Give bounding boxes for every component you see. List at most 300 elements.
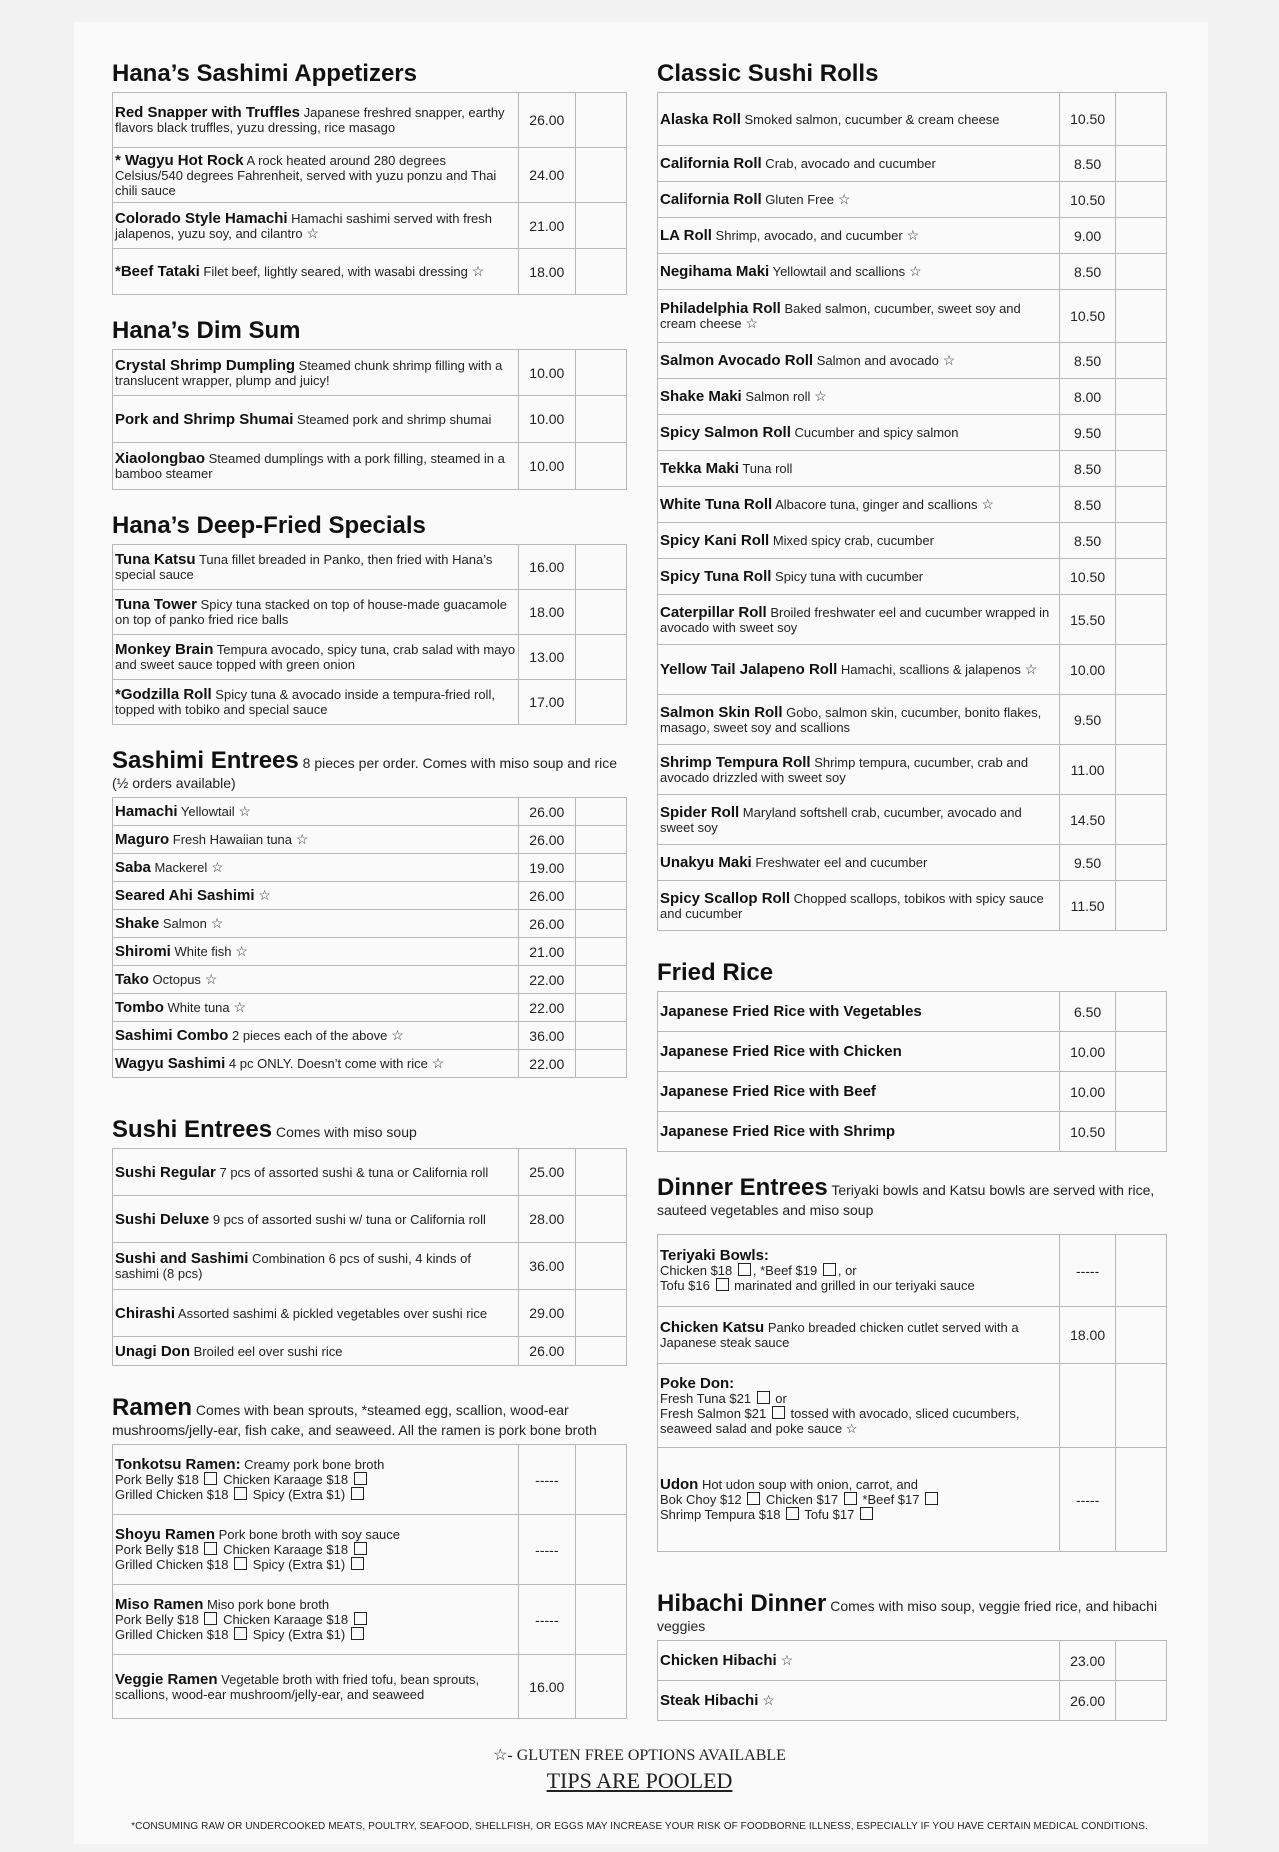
menu-item-name: Chicken Hibachi [660,1652,777,1669]
menu-item-row [113,1196,627,1243]
order-box[interactable] [1116,595,1167,645]
menu-table [657,1640,1167,1721]
order-box[interactable] [1116,290,1167,343]
menu-item-detail: Octopus [148,972,201,987]
menu-item-description [113,680,519,725]
menu-item-price: 36.00 [519,1243,576,1290]
menu-section-sushi-entrees [112,1116,627,1366]
section-heading [112,60,627,88]
section-title: Dinner Entrees [657,1174,828,1201]
menu-item-description [113,93,519,148]
menu-item-name: Veggie Ramen [115,1670,218,1688]
order-box[interactable] [1116,451,1167,487]
menu-item-price: 26.00 [519,1337,576,1366]
menu-item-description [113,826,519,854]
section-heading [657,1590,1167,1636]
menu-item-name: Colorado Style Hamachi [115,209,288,227]
order-box[interactable] [575,1022,626,1050]
order-box[interactable] [575,443,626,490]
option-checkbox[interactable] [204,1472,217,1485]
order-box[interactable] [575,1290,626,1337]
menu-item-description [113,966,519,994]
menu-item-price: 28.00 [519,1196,576,1243]
menu-item-name: Xiaolongbao [115,450,205,467]
menu-item-name: Crystal Shrimp Dumpling [115,356,296,374]
menu-item-row [113,854,627,882]
menu-item-name: Tako [115,971,149,988]
option-checkbox[interactable] [925,1492,938,1505]
option-line: Chicken $18 , *Beef $19 , or [660,1263,857,1278]
order-box[interactable] [575,396,626,443]
menu-item-price: 25.00 [519,1149,576,1196]
menu-item-name: Saba [115,859,151,876]
menu-item-detail: Panko breaded chicken cutlet served with a Japanese steak sauce [660,1320,1019,1350]
menu-section-dinner-entrees [657,1174,1167,1552]
menu-item-price: 8.50 [1060,146,1116,182]
menu-item-row [113,1022,627,1050]
section-title: Ramen [112,1394,193,1421]
menu-item-detail: White fish [170,944,232,959]
menu-item-row [113,1655,627,1719]
order-box[interactable] [1116,645,1167,695]
menu-item-detail: Shrimp tempura, cucumber, crab and avocado drizzled with sweet soy [660,754,1029,785]
section-heading [657,959,1167,987]
menu-item-detail: Mixed spicy crab, cucumber [769,533,934,548]
gluten-free-star-icon: ☆ [905,263,922,279]
menu-section-hana-s-deep-fried-specials [112,512,627,725]
menu-item-row [113,635,627,680]
option-checkbox[interactable] [351,1557,364,1570]
order-box[interactable] [1116,146,1167,182]
order-box[interactable] [1116,845,1167,881]
menu-item-row [658,1364,1167,1448]
menu-item-name: Miso Ramen [115,1596,204,1613]
order-box[interactable] [1116,1072,1167,1112]
menu-item-description [658,451,1060,487]
order-box[interactable] [1116,93,1167,146]
section-title: Sushi Entrees [112,1116,273,1143]
menu-item-description [658,695,1060,745]
menu-item-name: Pork and Shrimp Shumai [115,410,294,428]
order-box[interactable] [1116,1307,1167,1364]
menu-item-price: 8.00 [1060,379,1116,415]
menu-item-description [113,1515,519,1585]
menu-item-row [658,795,1167,845]
order-box[interactable] [575,350,626,396]
menu-item-detail: 4 pc ONLY. Doesn’t come with rice [225,1056,428,1071]
menu-item-detail: Yellowtail [177,804,235,819]
order-box[interactable] [575,148,626,203]
gluten-free-star-icon: ☆ [206,915,224,931]
menu-item-description [658,559,1060,595]
order-box[interactable] [1116,1032,1167,1072]
menu-item-detail: Hot udon soup with onion, carrot, and [698,1477,919,1492]
option-line: Bok Choy $12 Chicken $17 *Beef $17 [660,1492,1057,1507]
menu-item-name: Spicy Tuna Roll [660,568,772,585]
order-box[interactable] [1116,1112,1167,1152]
menu-item-description [113,994,519,1022]
menu-item-description [113,1585,519,1655]
order-box[interactable] [1116,1448,1167,1552]
menu-item-row [658,845,1167,881]
menu-item-detail: Steamed pork and shrimp shumai [293,411,492,427]
gluten-free-star-icon: ☆ [254,887,271,903]
menu-item-description [113,938,519,966]
order-box[interactable] [1116,559,1167,595]
order-box[interactable] [575,1655,626,1719]
option-checkbox[interactable] [738,1263,751,1276]
order-box[interactable] [575,1243,626,1290]
order-box[interactable] [1116,795,1167,845]
order-box[interactable] [575,910,626,938]
order-box[interactable] [575,1445,626,1515]
menu-item-name: Shake [115,915,160,932]
menu-item-row [113,1290,627,1337]
menu-item-description [658,795,1060,845]
order-box[interactable] [575,938,626,966]
menu-item-price: 8.50 [1060,254,1116,290]
menu-item-row [658,745,1167,795]
order-box[interactable] [1116,523,1167,559]
menu-item-price: 23.00 [1060,1641,1116,1681]
option-checkbox[interactable] [351,1627,364,1640]
section-title: Hana’s Dim Sum [112,317,301,344]
gluten-free-note: ☆- GLUTEN FREE OPTIONS AVAILABLE [493,1747,786,1764]
menu-item-name: Sushi and Sashimi [115,1250,249,1267]
menu-item-price: 10.00 [1060,1072,1116,1112]
menu-item-detail: Hamachi sashimi served with fresh jalapenos, yuzu soy, and cilantro [115,210,493,241]
section-heading [657,1174,1167,1220]
option-checkbox[interactable] [234,1487,247,1500]
section-note: Teriyaki bowls and Katsu bowls are served with rice, sauteed vegetables and miso soup [657,1182,1155,1218]
option-line: Grilled Chicken $18 Spicy (Extra $1) [115,1487,516,1502]
menu-item-detail: Gobo, salmon skin, cucumber, bonito flakes, masago, sweet soy and scallions [660,704,1042,735]
menu-item-price: 9.00 [1060,218,1116,254]
menu-item-description [658,881,1060,931]
menu-column-right [657,60,1167,1721]
menu-item-detail: Combination 6 pcs of sushi, 4 kinds of sashimi (8 pcs) [115,1251,471,1281]
menu-item-description [658,1448,1060,1552]
menu-item-price: 26.00 [519,798,576,826]
order-box[interactable] [575,545,626,590]
menu-item-detail: White tuna [163,1000,230,1015]
option-line: Tofu $16 marinated and grilled in our teriyaki sauce [660,1278,975,1293]
menu-item-name: Alaska Roll [660,110,741,128]
gluten-free-star-icon: ☆ [231,943,248,959]
option-checkbox[interactable] [844,1492,857,1505]
gluten-free-star-icon: ☆ [292,831,309,847]
option-line: Pork Belly $18 Chicken Karaage $18 [115,1612,516,1627]
menu-item-price: 36.00 [519,1022,576,1050]
menu-item-price: 21.00 [519,203,576,249]
menu-item-description [113,1149,519,1196]
gluten-free-star-icon: ☆ [200,971,218,987]
menu-table [657,92,1167,931]
option-checkbox[interactable] [716,1278,729,1291]
raw-food-warning: *CONSUMING RAW OR UNDERCOOKED MEATS, POULTRY, SEAFOOD, SHELLFISH, OR EGGS MAY INCREASE YOUR RISK OF FOODBORNE ILLNESS, ESPECIALLY IF YOU HAVE CERTAIN MEDICAL CONDITIONS. [131,1821,1148,1832]
menu-item-price: 10.50 [1060,1112,1116,1152]
option-checkbox[interactable] [351,1487,364,1500]
menu-item-detail: Cucumber and spicy salmon [790,425,959,440]
order-box[interactable] [1116,992,1167,1032]
menu-item-name: Chirashi [115,1304,176,1322]
section-title: Sashimi Entrees [112,747,299,774]
order-box[interactable] [1116,1641,1167,1681]
order-box[interactable] [1116,379,1167,415]
order-box[interactable] [575,249,626,295]
option-line: Fresh Salmon $21 tossed with avocado, sliced cucumbers, seaweed salad and poke sauce ☆ [660,1405,1020,1436]
order-box[interactable] [575,203,626,249]
tips-pooled-note: TIPS ARE POOLED [546,1768,733,1793]
gluten-free-star-icon: ☆ [833,191,851,207]
menu-item-row [658,559,1167,595]
section-note: Comes with miso soup [272,1124,417,1140]
order-box[interactable] [575,826,626,854]
menu-item-price: 16.00 [519,1655,576,1719]
menu-item-detail: Assorted sashimi & pickled vegetables over sushi rice [175,1305,488,1321]
menu-item-price: 29.00 [519,1290,576,1337]
order-box[interactable] [1116,1235,1167,1307]
menu-item-row [113,1149,627,1196]
menu-item-row [113,350,627,396]
menu-item-detail: Creamy pork bone broth [240,1457,385,1472]
menu-item-row [658,343,1167,379]
option-checkbox[interactable] [354,1612,367,1625]
order-box[interactable] [1116,218,1167,254]
option-checkbox[interactable] [234,1557,247,1570]
menu-item-name: Caterpillar Roll [660,603,767,621]
menu-item-price: 22.00 [519,966,576,994]
order-box[interactable] [575,854,626,882]
gluten-free-star-icon: ☆ [1020,661,1038,677]
order-box[interactable] [1116,1681,1167,1721]
menu-item-row [658,595,1167,645]
order-box[interactable] [575,1196,626,1243]
menu-item-name: Spicy Kani Roll [660,532,770,549]
menu-item-price: 14.50 [1060,795,1116,845]
order-box[interactable] [575,994,626,1022]
menu-section-hana-s-dim-sum [112,317,627,490]
order-box[interactable] [1116,254,1167,290]
menu-item-row [113,203,627,249]
menu-item-detail: Gluten Free [761,192,834,207]
menu-item-detail: Miso pork bone broth [203,1597,330,1612]
menu-item-price: 8.50 [1060,487,1116,523]
option-checkbox[interactable] [204,1612,217,1625]
menu-item-name: Tonkotsu Ramen: [115,1456,241,1473]
menu-item-name: Sushi Deluxe [115,1210,210,1228]
menu-item-price: ----- [1060,1448,1116,1552]
order-box[interactable] [575,590,626,635]
menu-item-detail: Baked salmon, cucumber, sweet soy and cream cheese [660,301,1021,331]
menu-item-row [658,451,1167,487]
order-box[interactable] [575,1337,626,1366]
menu-item-description [658,415,1060,451]
order-box[interactable] [1116,415,1167,451]
menu-item-name: Seared Ahi Sashimi [115,887,255,904]
menu-item-price: 9.50 [1060,415,1116,451]
menu-item-name: LA Roll [660,227,712,244]
menu-item-description [658,1364,1060,1448]
menu-item-row [658,1307,1167,1364]
order-box[interactable] [575,1149,626,1196]
option-checkbox[interactable] [747,1492,760,1505]
order-box[interactable] [1116,343,1167,379]
option-checkbox[interactable] [234,1627,247,1640]
option-line: Pork Belly $18 Chicken Karaage $18 [115,1472,516,1487]
menu-item-name: Monkey Brain [115,641,214,658]
menu-item-description [113,203,519,249]
menu-item-price: 13.00 [519,635,576,680]
menu-item-description [113,350,519,396]
menu-item-detail: Broiled freshwater eel and cucumber wrapped in avocado with sweet soy [660,604,1050,635]
menu-item-description [113,1290,519,1337]
menu-item-row [658,695,1167,745]
menu-item-price: 18.00 [519,590,576,635]
order-box[interactable] [575,966,626,994]
menu-item-row [113,1445,627,1515]
menu-item-row [658,487,1167,523]
menu-item-description [658,845,1060,881]
order-box[interactable] [1116,695,1167,745]
section-heading [112,1394,627,1440]
menu-item-row [113,994,627,1022]
menu-item-name: California Roll [660,191,762,208]
menu-item-price: 10.00 [519,443,576,490]
menu-section-hibachi-dinner [657,1590,1167,1721]
menu-item-detail: Broiled eel over sushi rice [190,1343,343,1359]
order-box[interactable] [575,798,626,826]
section-title: Classic Sushi Rolls [657,60,879,87]
order-box[interactable] [575,635,626,680]
menu-item-row [113,1515,627,1585]
order-box[interactable] [575,680,626,725]
menu-table [657,991,1167,1152]
menu-item-row [658,1681,1167,1721]
menu-item-detail: Hamachi, scallions & jalapenos [837,662,1021,677]
menu-item-price: 22.00 [519,1050,576,1078]
menu-item-price: 21.00 [519,938,576,966]
option-checkbox[interactable] [354,1542,367,1555]
menu-item-price: 11.00 [1060,745,1116,795]
order-box[interactable] [1116,745,1167,795]
menu-item-price: ----- [519,1445,576,1515]
menu-item-price: 11.50 [1060,881,1116,931]
menu-item-name: Yellow Tail Jalapeno Roll [660,661,838,678]
gluten-free-star-icon: ☆ [207,859,224,875]
menu-item-price: 6.50 [1060,992,1116,1032]
menu-item-description [658,343,1060,379]
section-heading [112,317,627,345]
menu-item-name: White Tuna Roll [660,496,773,513]
order-box[interactable] [575,1585,626,1655]
menu-table [112,797,627,1078]
menu-item-row [113,93,627,148]
gluten-free-star-icon: ☆ [938,352,956,368]
gluten-free-star-icon: ☆ [427,1055,445,1071]
menu-item-row [658,146,1167,182]
order-box[interactable] [575,882,626,910]
menu-item-name: Japanese Fried Rice with Shrimp [660,1123,896,1140]
menu-item-row [113,882,627,910]
option-checkbox[interactable] [354,1472,367,1485]
option-checkbox[interactable] [772,1406,785,1419]
menu-item-description [658,218,1060,254]
menu-item-price: 19.00 [519,854,576,882]
menu-item-row [658,290,1167,343]
section-heading [112,747,627,793]
menu-table [112,1444,627,1719]
option-checkbox[interactable] [757,1391,770,1404]
menu-item-price: 8.50 [1060,451,1116,487]
menu-item-detail: Fresh Hawaiian tuna [169,832,293,847]
order-box[interactable] [1116,487,1167,523]
menu-item-detail: Spicy tuna stacked on top of house-made guacamole on top of panko fried rice balls [115,597,507,627]
order-box[interactable] [1116,1364,1167,1448]
menu-item-row [113,680,627,725]
menu-item-description [113,635,519,680]
option-checkbox[interactable] [786,1507,799,1520]
menu-item-name: Maguro [115,831,170,848]
menu-item-description [658,1112,1060,1152]
gluten-free-star-icon: ☆ [229,999,247,1015]
option-checkbox[interactable] [823,1263,836,1276]
menu-item-row [658,992,1167,1032]
order-box[interactable] [1116,881,1167,931]
gluten-free-star-icon: ☆ [467,263,485,279]
menu-item-description [113,1445,519,1515]
order-box[interactable] [575,93,626,148]
menu-item-name: Steak Hibachi [660,1692,759,1709]
menu-item-description [113,590,519,635]
order-box[interactable] [1116,182,1167,218]
menu-item-name: Japanese Fried Rice with Beef [660,1083,876,1100]
menu-item-row [658,182,1167,218]
menu-item-price: 10.50 [1060,559,1116,595]
order-box[interactable] [575,1515,626,1585]
option-checkbox[interactable] [204,1542,217,1555]
menu-item-name: Shoyu Ramen [115,1526,216,1543]
menu-item-detail: 7 pcs of assorted sushi & tuna or California roll [215,1164,489,1180]
menu-item-detail: Chopped scallops, tobikos with spicy sauce and cucumber [660,890,1044,921]
menu-item-name: Tuna Tower [115,596,197,613]
menu-item-detail: Shrimp, avocado, and cucumber [711,228,903,243]
gluten-free-star-icon: ☆ [387,1027,404,1043]
menu-item-description [113,1022,519,1050]
section-title: Hibachi Dinner [657,1590,827,1617]
menu-item-detail: Mackerel [150,860,208,875]
menu-item-detail: Spicy tuna & avocado inside a tempura-fried roll, topped with tobiko and special sauce [115,687,495,717]
menu-item-row [658,645,1167,695]
order-box[interactable] [575,1050,626,1078]
menu-item-row [113,1243,627,1290]
menu-item-detail: Vegetable broth with fried tofu, bean sprouts, scallions, wood-ear mushroom/jelly-ear, and seaweed [115,1671,480,1702]
option-checkbox[interactable] [860,1507,873,1520]
menu-item-row [658,1235,1167,1307]
menu-item-row [113,798,627,826]
menu-item-name: Spicy Scallop Roll [660,889,791,907]
menu-item-name: Wagyu Sashimi [115,1055,226,1072]
menu-item-row [658,218,1167,254]
menu-item-description [658,146,1060,182]
menu-item-row [658,523,1167,559]
menu-item-description [658,93,1060,146]
menu-item-detail: Yellowtail and scallions [769,264,906,279]
menu-item-description [658,1641,1060,1681]
menu-item-detail: Pork bone broth with soy sauce [215,1527,401,1542]
menu-item-detail: Salmon roll [741,389,811,404]
menu-item-description [658,1072,1060,1112]
